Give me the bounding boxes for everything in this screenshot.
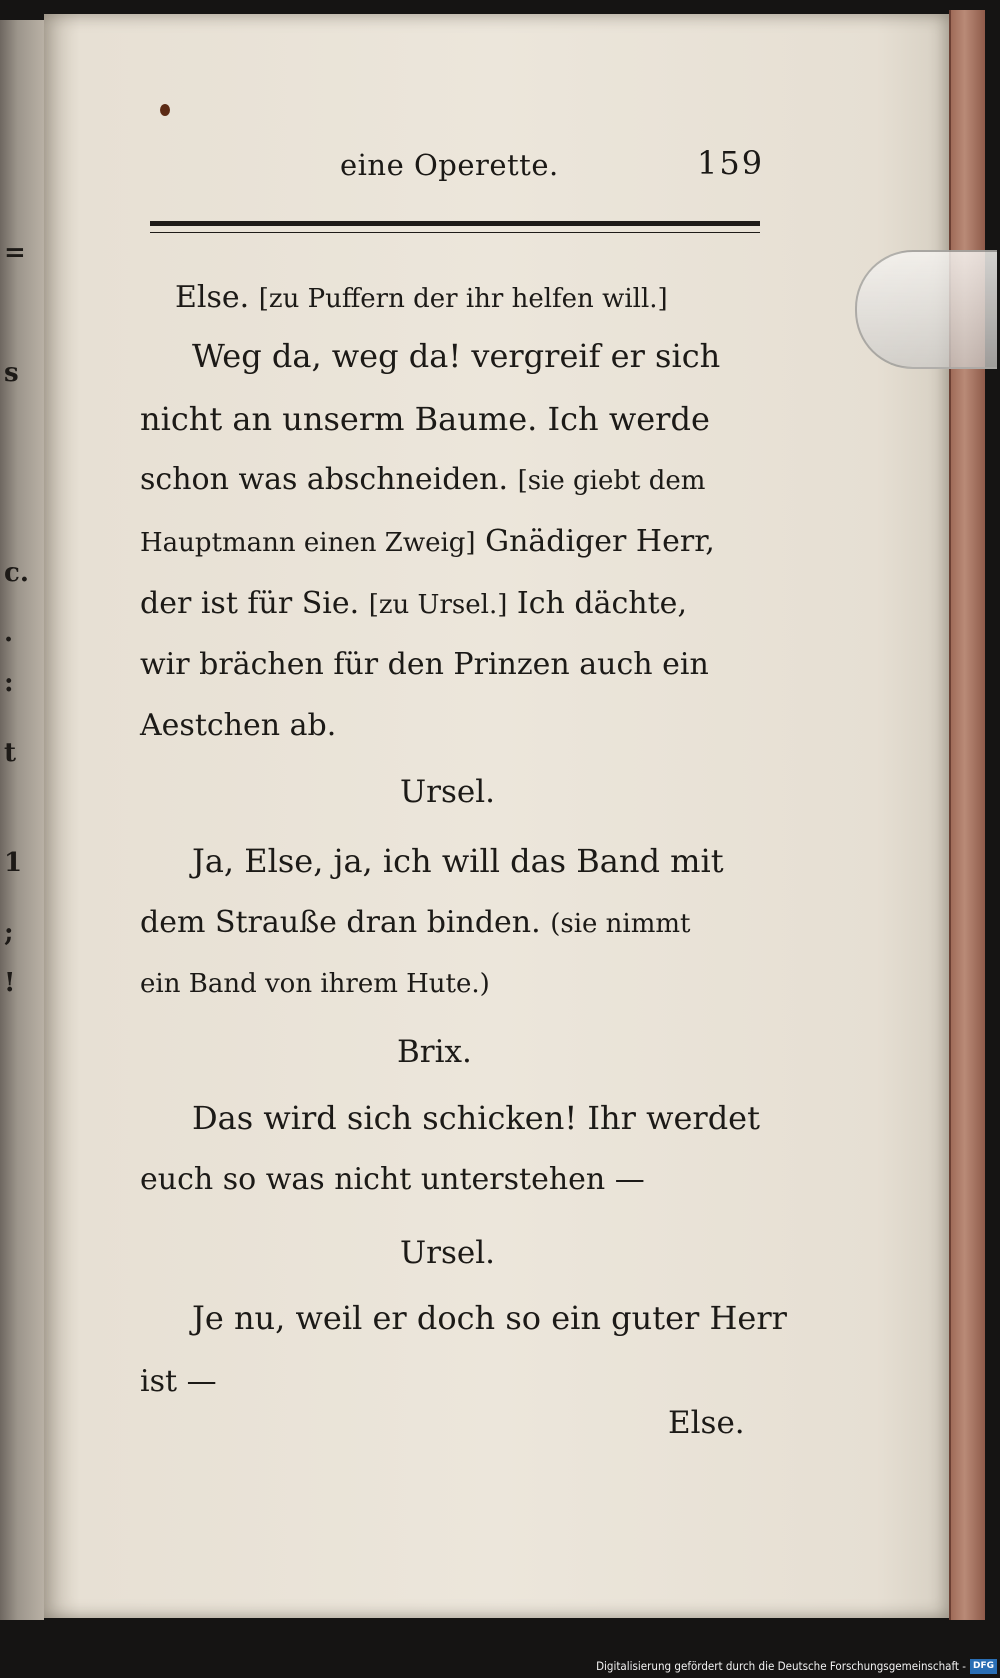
text-line: euch so was nicht unterstehen — [140,1162,645,1197]
facing-page-mark: s [4,358,19,388]
stage-direction: Hauptmann einen Zweig] [140,528,476,558]
speaker-brix: Brix. [397,1034,472,1070]
text-segment: dem Strauße dran binden. [140,905,541,940]
dfg-logo: DFG [970,1659,997,1674]
text-line: ist — [140,1364,217,1399]
facing-page-mark: c. [4,558,29,588]
stage-direction: (sie nimmt [550,909,691,939]
credit-text: Digitalisierung gefördert durch die Deutsche Forschungsgemeinschaft - [596,1659,966,1673]
header-rule [150,221,760,226]
running-header: eine Operette. [340,148,559,182]
facing-page-mark: : [4,668,14,698]
text-line: nicht an unserm Baume. Ich werde [140,400,710,438]
facing-page-mark: = [4,238,26,268]
text-segment: Ich dächte, [516,586,687,621]
speaker-else: Else. [175,280,250,315]
text-line [175,280,668,315]
ink-spot [160,104,170,116]
catchword: Else. [668,1405,745,1441]
facing-page-edge [0,20,44,1620]
text-segment: Gnädiger Herr, [485,524,715,559]
text-line [140,524,715,559]
bookmark-tab [855,250,997,369]
text-line [140,462,706,497]
page-number: 159 [697,144,765,182]
stage-direction: [zu Ursel.] [368,590,508,620]
stage-direction: [zu Puffern der ihr helfen will.] [258,284,668,314]
facing-page-mark: . [4,618,14,648]
text-line: Ja, Else, ja, ich will das Band mit [192,842,724,880]
digitization-credit [0,1654,1000,1678]
text-line: Aestchen ab. [140,708,337,743]
text-line: Das wird sich schicken! Ihr werdet [192,1099,760,1137]
stage-direction: ein Band von ihrem Hute.) [140,969,490,999]
header-rule-thin [150,232,760,233]
text-segment: der ist für Sie. [140,586,360,621]
speaker-ursel: Ursel. [400,774,495,810]
text-line [140,968,490,998]
text-segment: schon was abschneiden. [140,462,509,497]
text-line: Weg da, weg da! vergreif er sich [192,337,721,375]
facing-page-mark: ! [4,968,16,998]
speaker-ursel: Ursel. [400,1235,495,1271]
stage-direction: [sie giebt dem [517,466,706,496]
facing-page-mark: t [4,738,17,768]
text-line [140,586,687,621]
text-line: Je nu, weil er doch so ein guter Herr [192,1299,787,1337]
facing-page-mark: 1 [4,848,23,878]
text-line [140,905,691,940]
facing-page-mark: ; [4,918,14,948]
text-line: wir brächen für den Prinzen auch ein [140,647,709,682]
